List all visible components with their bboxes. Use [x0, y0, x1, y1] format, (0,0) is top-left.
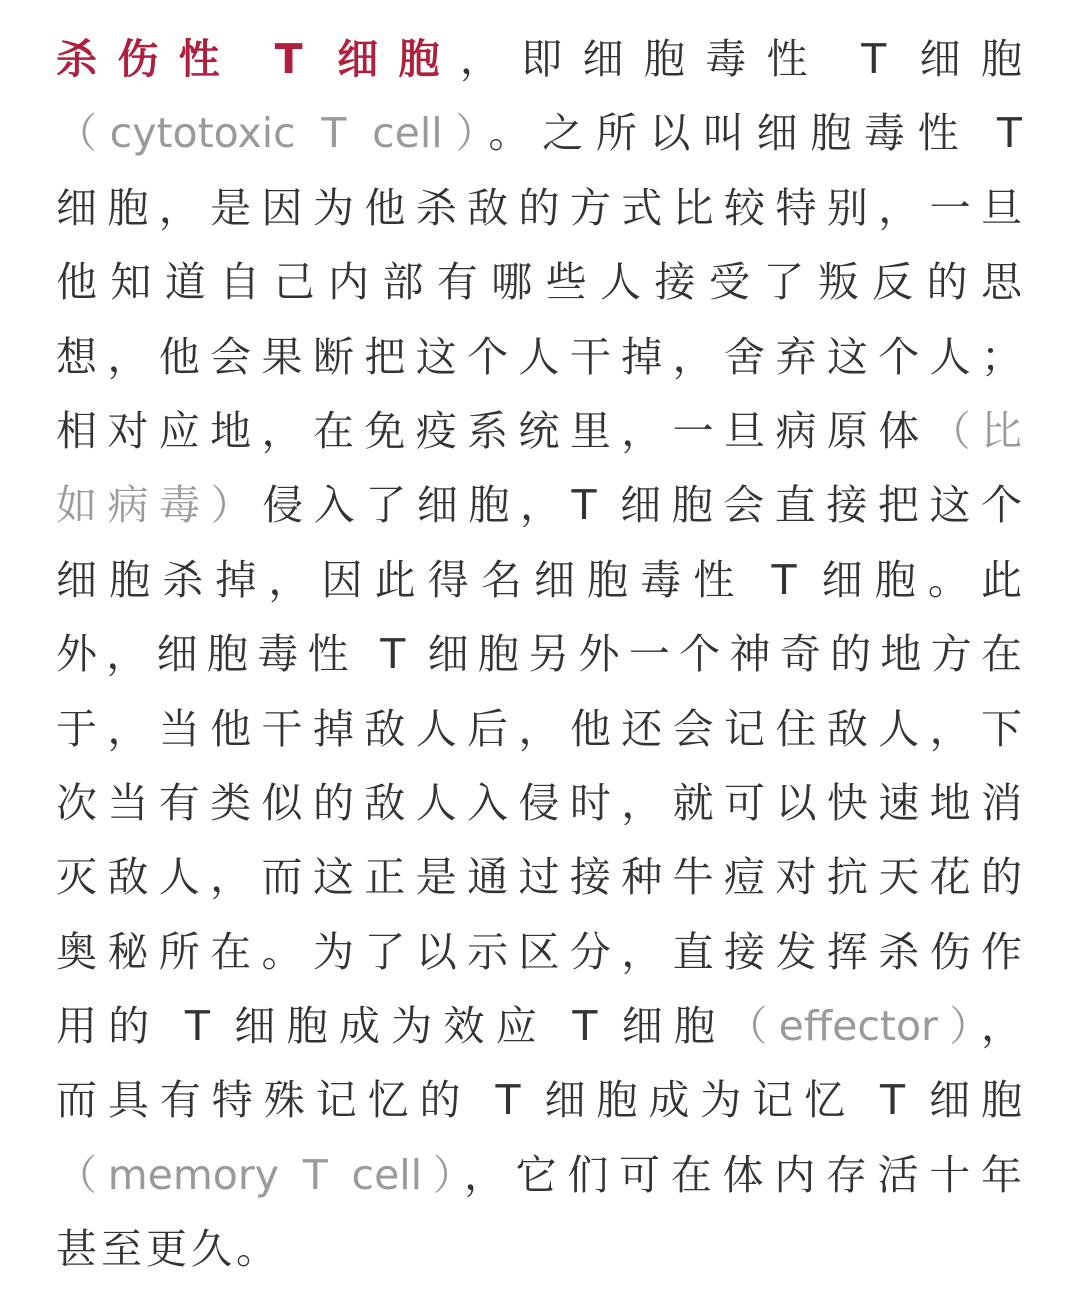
text-segment: 次当有类似的敌人入侵时，就可以快速地消 — [56, 778, 1022, 827]
text-line — [56, 1212, 1022, 1286]
text-segment: ，即细胞毒性 T 细胞 — [459, 35, 1022, 83]
text-line — [56, 394, 1022, 468]
text-segment: 外，细胞毒性 T 细胞另外一个神奇的地方在 — [56, 630, 1022, 679]
text-line — [56, 320, 1022, 394]
text-segment: 相对应地，在免疫系统里，一旦病原体 — [56, 406, 930, 455]
text-segment: 奥秘所在。为了以示区分，直接发挥杀伤作 — [56, 927, 1022, 976]
text-segment: 想，他会果断把这个人干掉，舍弃这个人； — [56, 332, 1022, 381]
text-line — [56, 617, 1022, 691]
text-segment: 细胞，是因为他杀敌的方式比较特别，一旦 — [56, 183, 1022, 232]
english-term: （effector） — [726, 1002, 981, 1051]
text-segment: ，它们可在体内存活十年 — [463, 1150, 1022, 1199]
english-term: （cytotoxic T cell） — [56, 109, 489, 158]
text-line — [56, 766, 1022, 840]
parenthetical-note: 如病毒） — [56, 481, 263, 530]
parenthetical-note: （比 — [929, 406, 1022, 455]
text-line — [56, 915, 1022, 989]
text-line — [56, 543, 1022, 617]
text-line — [56, 840, 1022, 914]
text-segment: 用的 T 细胞成为效应 T 细胞 — [56, 1002, 727, 1051]
highlighted-term: 杀伤性 T 细胞 — [56, 35, 460, 83]
text-segment: 甚至更久。 — [56, 1225, 281, 1274]
text-line — [56, 692, 1022, 766]
text-segment: ， — [981, 1002, 1022, 1051]
text-line — [56, 989, 1022, 1063]
text-line — [56, 468, 1022, 542]
text-segment: 灭敌人，而这正是通过接种牛痘对抗天花的 — [56, 853, 1022, 902]
text-segment: 。之所以叫细胞毒性 T — [488, 109, 1022, 158]
article-paragraph — [56, 22, 1022, 1287]
text-line — [56, 245, 1022, 319]
text-segment: 侵入了细胞，T 细胞会直接把这个 — [262, 481, 1022, 530]
text-line — [56, 1063, 1022, 1137]
text-line — [56, 22, 1022, 96]
text-line — [56, 171, 1022, 245]
text-segment: 他知道自己内部有哪些人接受了叛反的思 — [56, 258, 1022, 307]
text-segment: 细胞杀掉，因此得名细胞毒性 T 细胞。此 — [56, 555, 1022, 604]
text-line — [56, 1138, 1022, 1212]
english-term: （memory T cell） — [56, 1150, 464, 1199]
text-segment: 而具有特殊记忆的 T 细胞成为记忆 T 细胞 — [56, 1076, 1022, 1125]
text-segment: 于，当他干掉敌人后，他还会记住敌人，下 — [56, 704, 1022, 753]
text-line — [56, 96, 1022, 170]
